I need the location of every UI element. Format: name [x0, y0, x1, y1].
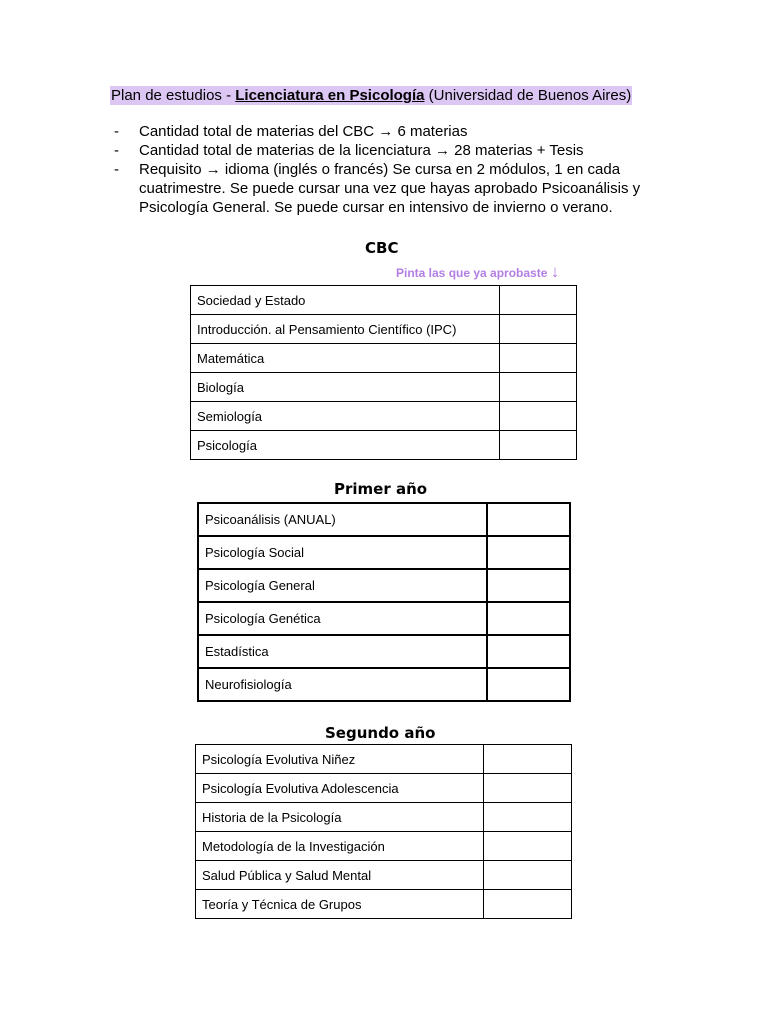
check-box[interactable] — [484, 832, 572, 861]
check-box[interactable] — [500, 286, 577, 315]
page-title — [110, 86, 632, 105]
note-bullet: - — [114, 142, 119, 159]
subject-name: Metodología de la Investigación — [196, 832, 484, 861]
note-text: Cantidad total de materias del CBC → 6 materias — [139, 123, 468, 140]
check-box[interactable] — [487, 536, 570, 569]
table-row — [191, 286, 577, 315]
note-item — [114, 141, 674, 160]
table-row — [198, 536, 570, 569]
subject-name: Psicología Evolutiva Niñez — [196, 745, 484, 774]
table-row — [191, 402, 577, 431]
subject-name: Introducción. al Pensamiento Científico (IPC) — [191, 315, 500, 344]
table-row — [198, 602, 570, 635]
note-text: Requisito → idioma (inglés o francés) Se cursa en 2 módulos, 1 en cada cuatrimestre. Se puede cursar una vez que hayas aprobado Psicoanálisis y Psicología General. Se puede cursar en intensivo de invierno o verano. — [139, 161, 641, 216]
table-row — [196, 803, 572, 832]
subject-name: Psicología Evolutiva Adolescencia — [196, 774, 484, 803]
subjects-table-segundo-ano — [195, 744, 572, 919]
subject-name: Salud Pública y Salud Mental — [196, 861, 484, 890]
section-heading-cbc: CBC — [365, 239, 399, 257]
table-row — [191, 344, 577, 373]
check-box[interactable] — [500, 431, 577, 460]
table-row — [198, 635, 570, 668]
subject-name: Neurofisiología — [198, 668, 487, 701]
check-box[interactable] — [500, 373, 577, 402]
subject-name: Sociedad y Estado — [191, 286, 500, 315]
subject-name: Psicología Genética — [198, 602, 487, 635]
subject-name: Psicoanálisis (ANUAL) — [198, 503, 487, 536]
subject-name: Teoría y Técnica de Grupos — [196, 890, 484, 919]
table-row — [196, 861, 572, 890]
check-box[interactable] — [487, 668, 570, 701]
table-row — [198, 569, 570, 602]
check-box[interactable] — [500, 344, 577, 373]
check-box[interactable] — [484, 745, 572, 774]
check-box[interactable] — [500, 315, 577, 344]
title-suffix: (Universidad de Buenos Aires) — [424, 87, 632, 104]
check-box[interactable] — [484, 774, 572, 803]
table-row — [196, 832, 572, 861]
arrow-down-icon: ↓ — [550, 262, 560, 281]
note-bullet: - — [114, 123, 119, 140]
check-box[interactable] — [484, 861, 572, 890]
check-box[interactable] — [487, 602, 570, 635]
check-box[interactable] — [500, 402, 577, 431]
note-bullet: - — [114, 161, 119, 178]
table-row — [196, 745, 572, 774]
note-item — [114, 122, 674, 141]
hint-text: Pinta las que ya aprobaste — [396, 266, 548, 280]
table-row — [191, 431, 577, 460]
subjects-table-cbc — [190, 285, 577, 460]
subject-name: Matemática — [191, 344, 500, 373]
subject-name: Psicología — [191, 431, 500, 460]
subject-name: Biología — [191, 373, 500, 402]
check-box[interactable] — [484, 803, 572, 832]
table-row — [196, 774, 572, 803]
subject-name: Psicología General — [198, 569, 487, 602]
table-row — [198, 668, 570, 701]
subjects-table-primer-ano — [197, 502, 571, 702]
check-box[interactable] — [487, 569, 570, 602]
check-box[interactable] — [484, 890, 572, 919]
check-box[interactable] — [487, 635, 570, 668]
table-row — [191, 315, 577, 344]
table-row — [198, 503, 570, 536]
subject-name: Semiología — [191, 402, 500, 431]
section-heading-primer-ano: Primer año — [334, 480, 428, 498]
hint-label — [396, 263, 559, 282]
subject-name: Psicología Social — [198, 536, 487, 569]
subject-name: Historia de la Psicología — [196, 803, 484, 832]
note-text: Cantidad total de materias de la licenciatura → 28 materias + Tesis — [139, 142, 584, 159]
section-heading-segundo-ano: Segundo año — [325, 724, 436, 742]
note-item — [114, 160, 674, 217]
table-row — [196, 890, 572, 919]
title-prefix: Plan de estudios - — [111, 87, 236, 104]
notes-list — [114, 122, 674, 217]
subject-name: Estadística — [198, 635, 487, 668]
table-row — [191, 373, 577, 402]
check-box[interactable] — [487, 503, 570, 536]
title-career: Licenciatura en Psicología — [235, 87, 425, 104]
